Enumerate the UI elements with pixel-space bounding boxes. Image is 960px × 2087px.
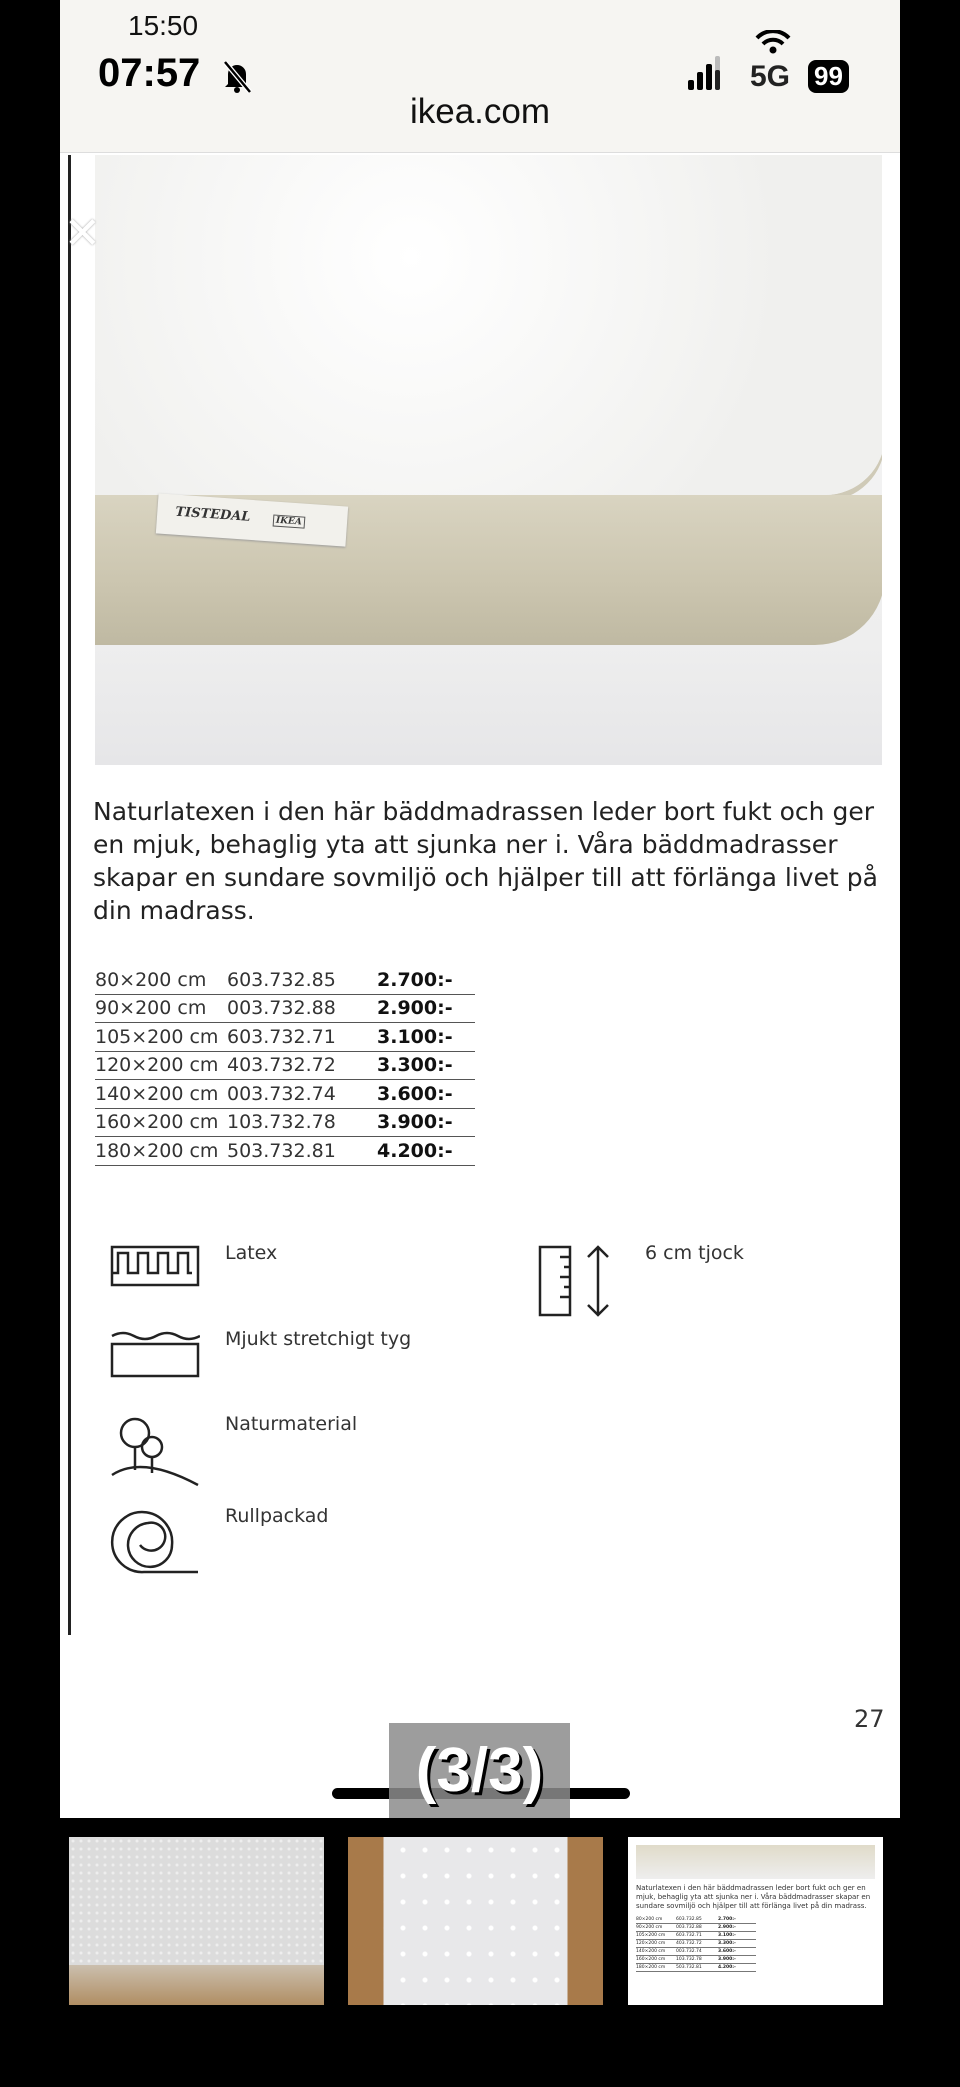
cell-price: 3.100:- [377, 1025, 453, 1048]
network-type: 5G [750, 60, 791, 93]
cell-size: 90×200 cm [636, 1924, 663, 1930]
page-number: 27 [854, 1705, 885, 1733]
cell-size: 160×200 cm [95, 1111, 219, 1134]
thickness-icon [538, 1243, 618, 1318]
product-image [95, 155, 882, 765]
time-overlay: 15:50 [128, 10, 199, 41]
price-table [95, 966, 475, 1166]
cell-size: 140×200 cm [95, 1082, 219, 1105]
cell-article: 403.732.72 [676, 1940, 702, 1946]
cell-size: 105×200 cm [636, 1932, 666, 1938]
thumbnail-table-row [636, 1964, 756, 1972]
divider [68, 155, 71, 1635]
cell-price: 2.900:- [718, 1924, 736, 1930]
cell-size: 180×200 cm [636, 1964, 666, 1970]
cell-article: 003.732.88 [676, 1924, 702, 1930]
cell-price: 2.700:- [718, 1916, 736, 1922]
cell-article: 603.732.85 [227, 968, 336, 991]
feature-label: Latex [225, 1242, 278, 1264]
cell-size: 80×200 cm [95, 968, 207, 991]
cell-article: 103.732.78 [227, 1111, 336, 1134]
cell-price: 3.900:- [377, 1111, 453, 1134]
signal-icon [688, 42, 738, 92]
product-description: Naturlatexen i den här bäddmadrassen leder bort fukt och ger en mjuk, behaglig yta att sjunka ner i. Våra bäddmadrasser skapar en sundare sovmiljö och hjälper till att förlänga livet på din madrass. [93, 797, 878, 925]
thumbnail-2[interactable] [348, 1837, 603, 2005]
cell-price: 3.300:- [377, 1054, 453, 1077]
status-bar [60, 0, 900, 153]
cell-article: 403.732.72 [227, 1054, 336, 1077]
cell-article: 003.732.74 [227, 1082, 336, 1105]
table-row [95, 995, 475, 1024]
cell-article: 503.732.81 [227, 1139, 336, 1162]
wifi-icon [755, 30, 791, 54]
cell-article: 003.732.74 [676, 1948, 702, 1954]
product-label: TISTEDAL IKEA [156, 493, 348, 546]
table-row [95, 1137, 475, 1166]
cell-article: 503.732.81 [676, 1964, 702, 1970]
table-row [95, 1023, 475, 1052]
thumbnail-3[interactable] [628, 1837, 883, 2005]
stretch-fabric-icon [110, 1330, 200, 1378]
page-viewer [60, 0, 900, 1818]
thumbnail-1[interactable] [69, 1837, 324, 2005]
bell-muted-icon [222, 60, 252, 94]
image-counter: (3/3) [389, 1723, 570, 1818]
cell-size: 80×200 cm [636, 1916, 663, 1922]
table-row [95, 1080, 475, 1109]
rolled-icon [110, 1505, 200, 1575]
thumbnail-description: Naturlatexen i den här bäddmadrassen leder bort fukt och ger en mjuk, behaglig yta att sjunka ner i. Våra bäddmadrasser skapar en sundare sovmiljö och hjälper till att förlänga livet på din madrass. [636, 1884, 871, 1910]
cell-size: 120×200 cm [95, 1054, 219, 1077]
cell-price: 3.600:- [718, 1948, 736, 1954]
cell-price: 2.700:- [377, 968, 453, 991]
cell-article: 103.732.78 [676, 1956, 702, 1962]
cell-price: 3.600:- [377, 1082, 453, 1105]
table-row [95, 1109, 475, 1138]
feature-label: 6 cm tjock [645, 1242, 744, 1264]
cell-size: 105×200 cm [95, 1025, 219, 1048]
tree-icon [110, 1415, 200, 1489]
feature-label: Mjukt stretchigt tyg [225, 1328, 412, 1350]
latex-icon [110, 1245, 200, 1287]
cell-price: 3.300:- [718, 1940, 736, 1946]
cell-price: 4.200:- [718, 1964, 736, 1970]
cell-article: 603.732.71 [676, 1932, 702, 1938]
cell-article: 603.732.71 [227, 1025, 336, 1048]
table-row [95, 1052, 475, 1081]
cell-size: 180×200 cm [95, 1139, 219, 1162]
time: 07:57 [98, 51, 201, 95]
cell-article: 603.732.85 [676, 1916, 702, 1922]
cell-size: 120×200 cm [636, 1940, 666, 1946]
cell-price: 3.900:- [718, 1956, 736, 1962]
feature-label: Naturmaterial [225, 1413, 358, 1435]
close-icon[interactable]: ✕ [64, 208, 101, 259]
cell-price: 4.200:- [377, 1139, 453, 1162]
cell-price: 2.900:- [377, 997, 453, 1020]
cell-article: 003.732.88 [227, 997, 336, 1020]
cell-size: 140×200 cm [636, 1948, 666, 1954]
battery-icon: 99 [808, 60, 849, 93]
cell-size: 90×200 cm [95, 997, 207, 1020]
cell-price: 3.100:- [718, 1932, 736, 1938]
table-row [95, 966, 475, 995]
url-bar[interactable]: ikea.com [409, 92, 551, 131]
cell-size: 160×200 cm [636, 1956, 666, 1962]
feature-label: Rullpackad [225, 1505, 329, 1527]
